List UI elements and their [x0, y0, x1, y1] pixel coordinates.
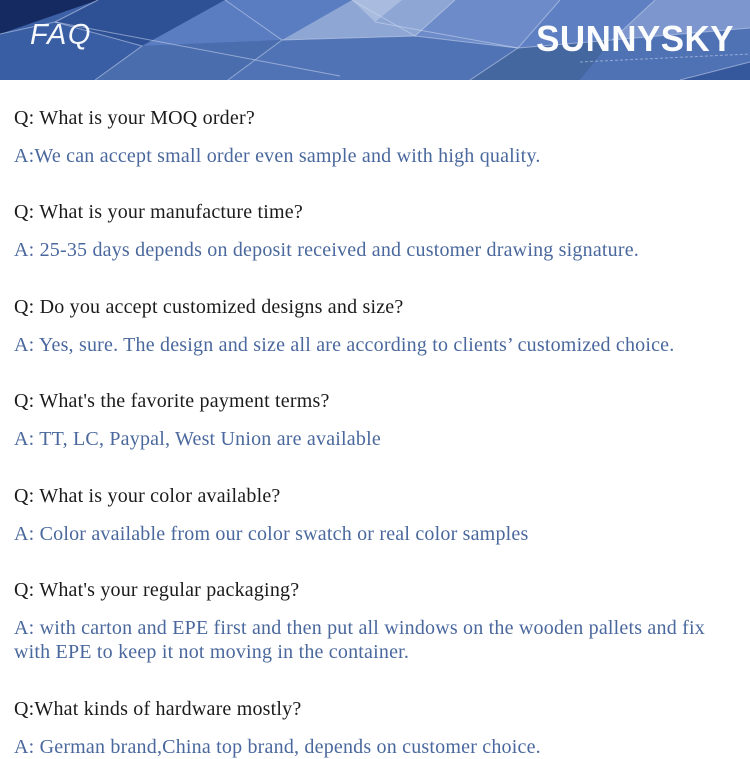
- faq-answer: A: with carton and EPE first and then put all windows on the wooden pallets and fix with EPE to keep it not moving in the container.: [14, 616, 705, 664]
- faq-item: [14, 199, 734, 262]
- faq-item: [14, 388, 734, 451]
- faq-item: [14, 294, 734, 357]
- faq-answer: A:We can accept small order even sample and with high quality.: [14, 145, 541, 167]
- faq-answer: A: Yes, sure. The design and size all are according to clients’ customized choice.: [14, 333, 675, 356]
- faq-content: [0, 80, 750, 759]
- faq-question: Q: What's the favorite payment terms?: [14, 390, 330, 413]
- faq-item: [14, 577, 734, 665]
- faq-question: Q: What is your manufacture time?: [14, 201, 303, 224]
- header-banner: [0, 0, 750, 80]
- faq-question: Q: Do you accept customized designs and size?: [14, 295, 404, 318]
- faq-item: [14, 696, 734, 759]
- faq-answer: A: 25-35 days depends on deposit received and customer drawing signature.: [14, 239, 639, 262]
- faq-item: [14, 105, 734, 168]
- faq-question: Q: What is your color available?: [14, 484, 281, 507]
- faq-answer: A: TT, LC, Paypal, West Union are available: [14, 428, 381, 451]
- page-title: FAQ: [30, 19, 92, 51]
- brand-logo-text: SUNNYSKY: [536, 18, 734, 59]
- faq-question: Q: What is your MOQ order?: [14, 107, 255, 129]
- faq-question: Q:What kinds of hardware mostly?: [14, 697, 302, 720]
- faq-question: Q: What's your regular packaging?: [14, 578, 300, 601]
- faq-answer: A: Color available from our color swatch or real color samples: [14, 522, 529, 545]
- faq-item: [14, 483, 734, 546]
- faq-answer: A: German brand,China top brand, depends on customer choice.: [14, 735, 541, 758]
